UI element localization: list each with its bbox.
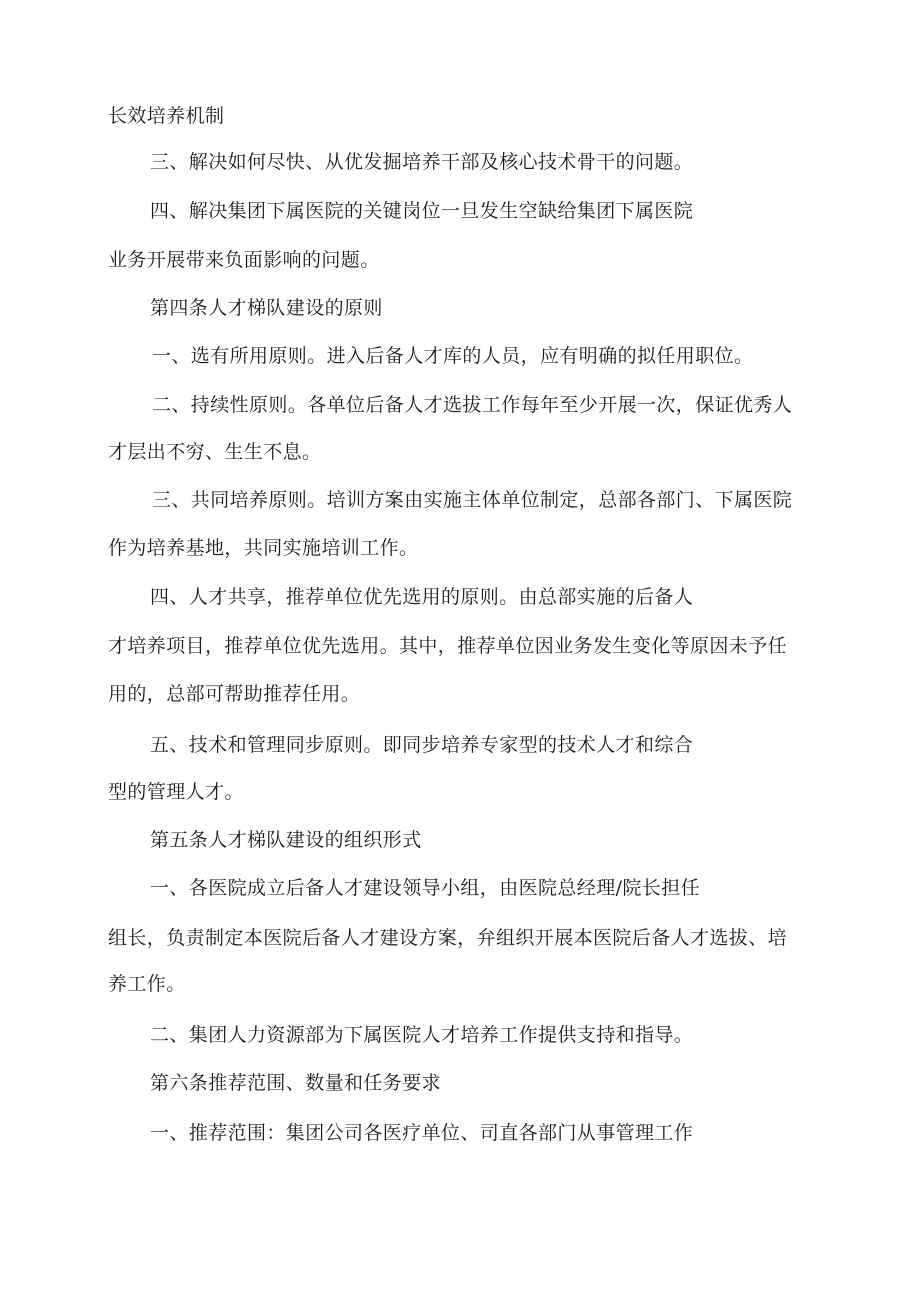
text-line: 四、解决集团下属医院的关键岗位一旦发生空缺给集团下属医院 xyxy=(150,200,694,222)
section-heading: 第六条推荐范围、数量和任务要求 xyxy=(150,1072,442,1094)
text-line: 组长，负责制定本医院后备人才建设方案，弁组织开展本医院后备人才选拔、培 xyxy=(108,927,788,949)
section-heading: 第四条人才梯队建设的原则 xyxy=(150,297,383,319)
section-heading: 第五条人才梯队建设的组织形式 xyxy=(150,829,422,851)
text-line: 二、集团人力资源部为下属医院人才培养工作提供支持和指导。 xyxy=(150,1024,694,1046)
text-line: 一、选有所用原则。进入后备人才库的人员，应有明确的拟任用职位。 xyxy=(152,345,754,367)
text-line: 长效培养机制 xyxy=(108,105,225,127)
text-line: 二、持续性原则。各单位后备人才选拔工作每年至少开展一次，保证优秀人 xyxy=(152,394,793,416)
text-line: 四、人才共享，推荐单位优先选用的原则。由总部实施的后备人 xyxy=(150,586,694,608)
text-line: 作为培养基地，共同实施培训工作。 xyxy=(108,537,419,559)
text-line: 用的，总部可帮助推荐任用。 xyxy=(108,683,361,705)
text-line: 三、解决如何尽快、从优发掘培养干部及核心技术骨干的问题。 xyxy=(150,151,694,173)
text-line: 三、共同培养原则。培训方案由实施主体单位制定，总部各部门、下属医院 xyxy=(152,489,793,511)
text-line: 型的管理人才。 xyxy=(108,781,244,803)
text-line: 一、各医院成立后备人才建设领导小组，由医院总经理/院长担任 xyxy=(150,877,701,899)
text-line: 养工作。 xyxy=(108,973,186,995)
text-line: 才培养项目，推荐单位优先选用。其中，推荐单位因业务发生变化等原因未予任 xyxy=(108,635,788,657)
text-line: 才层出不穷、生生不息。 xyxy=(108,441,322,463)
text-line: 五、技术和管理同步原则。即同步培养专家型的技术人才和综合 xyxy=(150,734,694,756)
text-line: 业务开展带来负面影响的问题。 xyxy=(108,249,380,271)
text-line: 一、推荐范围：集团公司各医疗单位、司直各部门从事管理工作 xyxy=(150,1122,694,1144)
